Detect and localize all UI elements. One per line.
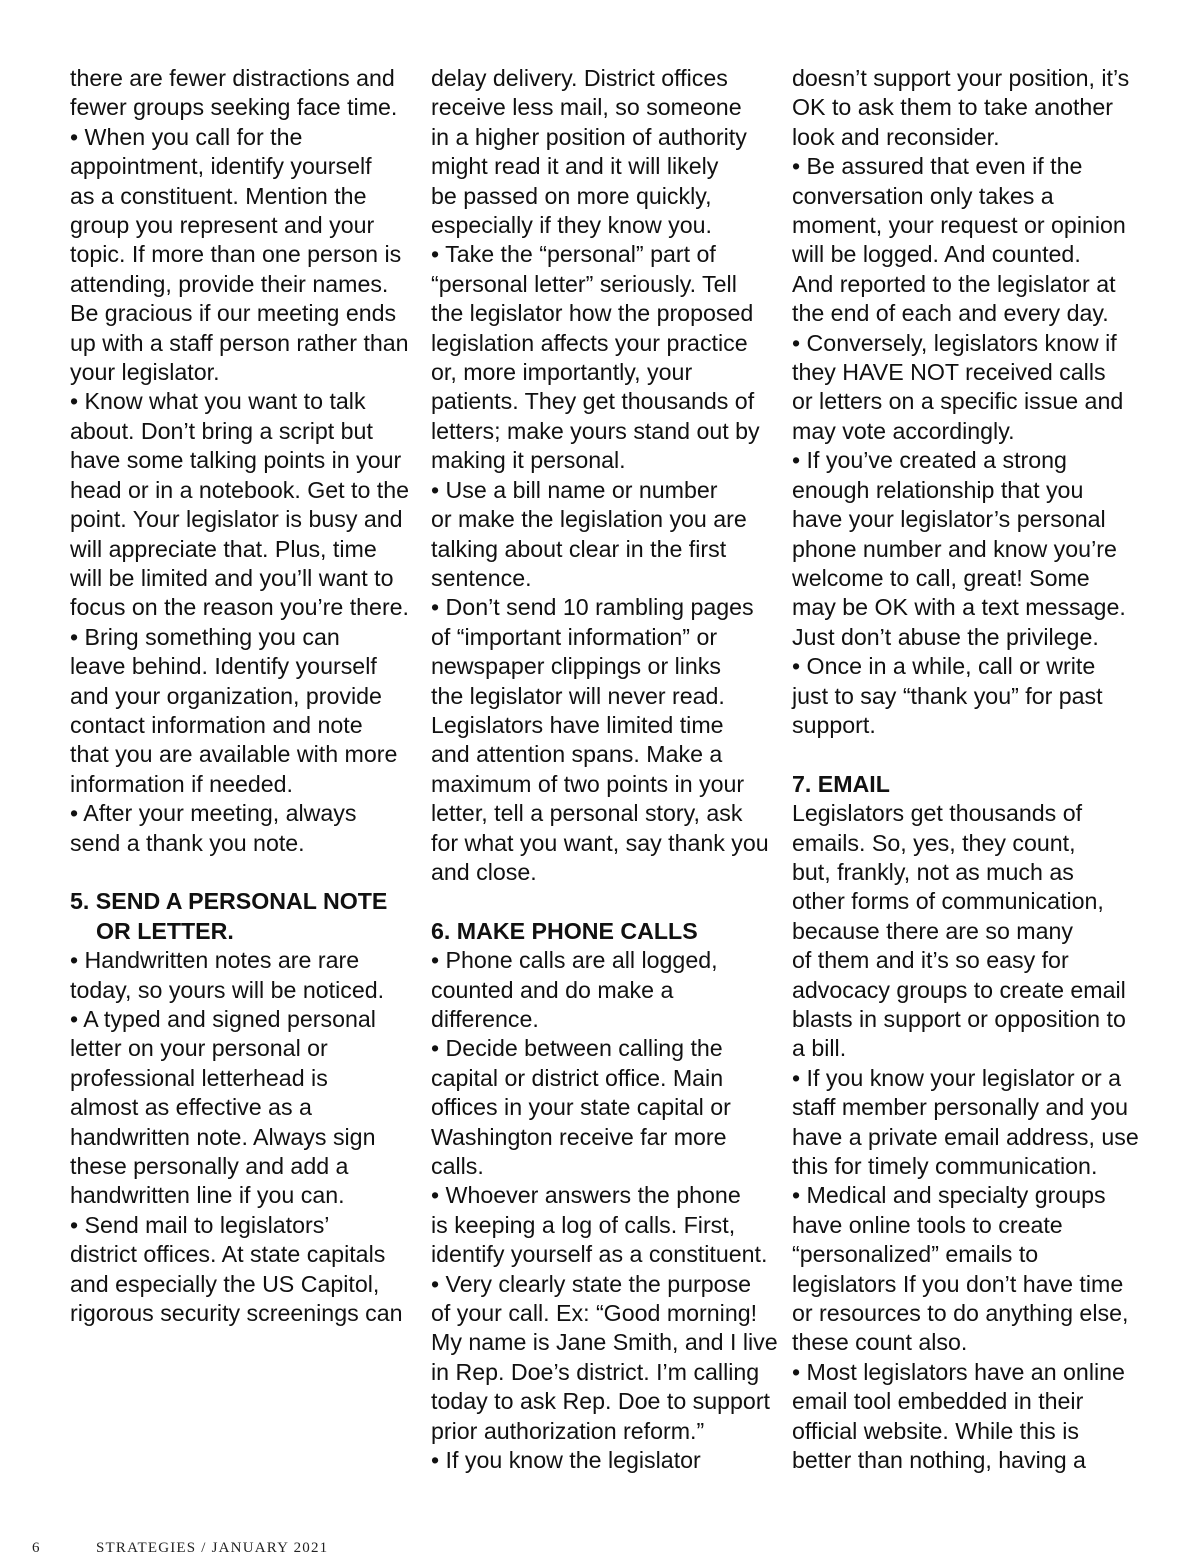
text-line: almost as effective as a <box>70 1094 312 1121</box>
text-line: focus on the reason you’re there. <box>70 594 410 621</box>
text-line: counted and do make a <box>431 976 674 1003</box>
text-line: the end of each and every day. <box>792 300 1109 327</box>
text-line: better than nothing, having a <box>792 1447 1086 1474</box>
text-line: official website. While this is <box>792 1417 1079 1444</box>
text-line: or resources to do anything else, <box>792 1300 1129 1327</box>
column-1 <box>70 64 412 1328</box>
text-line: for what you want, say thank you <box>431 829 769 856</box>
column-1-lines <box>70 64 412 858</box>
text-line: today to ask Rep. Doe to support <box>431 1388 770 1415</box>
text-line: these count also. <box>792 1329 968 1356</box>
text-line: as a constituent. Mention the <box>70 182 367 209</box>
text-line: difference. <box>431 1005 539 1032</box>
text-line: Legislators get thousands of <box>792 800 1083 827</box>
text-line: that you are available with more <box>70 741 398 768</box>
section-7-body <box>792 799 1139 1475</box>
text-line: • Once in a while, call or write <box>792 653 1096 680</box>
text-line: • A typed and signed personal <box>70 1005 376 1032</box>
text-line: group you represent and your <box>70 212 375 239</box>
text-line: head or in a notebook. Get to the <box>70 476 410 503</box>
text-line: may vote accordingly. <box>792 417 1015 444</box>
text-line: have your legislator’s personal <box>792 506 1106 533</box>
text-line: • Medical and specialty groups <box>792 1182 1106 1209</box>
section-7-heading: 7. EMAIL <box>792 770 890 797</box>
text-line: legislation affects your practice <box>431 329 748 356</box>
spacer <box>431 887 773 916</box>
spacer <box>70 858 412 887</box>
text-line: calls. <box>431 1153 484 1180</box>
text-line: district offices. At state capitals <box>70 1241 386 1268</box>
text-line: of “important information” or <box>431 623 718 650</box>
text-line: talking about clear in the first <box>431 535 727 562</box>
footer-publication-title: STRATEGIES / JANUARY 2021 <box>96 1540 329 1556</box>
text-line: handwritten line if you can. <box>70 1182 345 1209</box>
text-line: staff member personally and you <box>792 1094 1128 1121</box>
text-line: have a private email address, use <box>792 1123 1139 1150</box>
text-line: these personally and add a <box>70 1153 349 1180</box>
text-line: Legislators have limited time <box>431 711 724 738</box>
text-line: contact information and note <box>70 711 363 738</box>
column-2 <box>431 64 778 1475</box>
text-line: welcome to call, great! Some <box>792 564 1090 591</box>
text-line: phone number and know you’re <box>792 535 1117 562</box>
text-line: appointment, identify yourself <box>70 153 372 180</box>
text-line: handwritten note. Always sign <box>70 1123 376 1150</box>
text-line: or letters on a specific issue and <box>792 388 1124 415</box>
text-line: • Know what you want to talk <box>70 388 366 415</box>
text-line: the legislator will never read. <box>431 682 725 709</box>
text-line: but, frankly, not as much as <box>792 858 1074 885</box>
text-line: they HAVE NOT received calls <box>792 359 1106 386</box>
text-line: will be limited and you’ll want to <box>70 564 394 591</box>
text-line: OK to ask them to take another <box>792 94 1113 121</box>
section-6-body <box>431 946 778 1475</box>
text-line: have some talking points in your <box>70 447 402 474</box>
text-line: • Don’t send 10 rambling pages <box>431 594 754 621</box>
text-line: or make the legislation you are <box>431 506 747 533</box>
text-line: • Conversely, legislators know if <box>792 329 1117 356</box>
text-line: receive less mail, so someone <box>431 94 742 121</box>
section-5-heading: 5. SEND A PERSONAL NOTE <box>70 888 388 915</box>
text-line: identify yourself as a constituent. <box>431 1241 768 1268</box>
text-line: • Take the “personal” part of <box>431 241 716 268</box>
text-line: this for timely communication. <box>792 1153 1098 1180</box>
text-line: in a higher position of authority <box>431 123 747 150</box>
text-line: will be logged. And counted. <box>792 241 1081 268</box>
column-3 <box>792 64 1139 1475</box>
text-line: • Use a bill name or number <box>431 476 718 503</box>
text-line: emails. So, yes, they count, <box>792 829 1076 856</box>
text-line: will appreciate that. Plus, time <box>70 535 377 562</box>
text-line: Washington receive far more <box>431 1123 727 1150</box>
text-line: maximum of two points in your <box>431 770 745 797</box>
text-line: of your call. Ex: “Good morning! <box>431 1300 758 1327</box>
section-5-heading-continued: OR LETTER. <box>96 917 234 944</box>
text-line: legislators If you don’t have time <box>792 1270 1124 1297</box>
text-line: • Very clearly state the purpose <box>431 1270 752 1297</box>
text-line: • Handwritten notes are rare <box>70 947 360 974</box>
text-line: My name is Jane Smith, and I live <box>431 1329 778 1356</box>
text-line: fewer groups seeking face time. <box>70 94 398 121</box>
text-line: • If you know your legislator or a <box>792 1064 1122 1091</box>
text-line: send a thank you note. <box>70 829 305 856</box>
text-line: because there are so many <box>792 917 1073 944</box>
text-line: and your organization, provide <box>70 682 382 709</box>
text-line: the legislator how the proposed <box>431 300 754 327</box>
text-line: • Most legislators have an online <box>792 1358 1125 1385</box>
text-line: advocacy groups to create email <box>792 976 1126 1003</box>
text-line: And reported to the legislator at <box>792 270 1116 297</box>
text-line: up with a staff person rather than <box>70 329 409 356</box>
text-line: rigorous security screenings can <box>70 1300 403 1327</box>
text-line: • Be assured that even if the <box>792 153 1083 180</box>
text-line: is keeping a log of calls. First, <box>431 1211 736 1238</box>
text-line: today, so yours will be noticed. <box>70 976 385 1003</box>
text-line: Be gracious if our meeting ends <box>70 300 397 327</box>
text-line: or, more importantly, your <box>431 359 693 386</box>
text-line: “personalized” emails to <box>792 1241 1039 1268</box>
text-line: newspaper clippings or links <box>431 653 721 680</box>
text-line: sentence. <box>431 564 532 591</box>
text-line: have online tools to create <box>792 1211 1063 1238</box>
text-line: might read it and it will likely <box>431 153 719 180</box>
text-line: patients. They get thousands of <box>431 388 755 415</box>
text-line: • Bring something you can <box>70 623 340 650</box>
section-5-body <box>70 946 412 1328</box>
text-line: be passed on more quickly, <box>431 182 712 209</box>
text-line: other forms of communication, <box>792 888 1104 915</box>
text-line: and attention spans. Make a <box>431 741 723 768</box>
text-line: email tool embedded in their <box>792 1388 1084 1415</box>
spacer <box>792 740 1134 769</box>
text-line: and especially the US Capitol, <box>70 1270 380 1297</box>
text-line: • Whoever answers the phone <box>431 1182 741 1209</box>
column-3-lines <box>792 64 1134 740</box>
text-line: “personal letter” seriously. Tell <box>431 270 737 297</box>
text-line: • Phone calls are all logged, <box>431 947 718 974</box>
text-line: • When you call for the <box>70 123 303 150</box>
text-line: • Send mail to legislators’ <box>70 1211 330 1238</box>
column-2-lines <box>431 64 773 887</box>
text-line: your legislator. <box>70 359 220 386</box>
text-line: offices in your state capital or <box>431 1094 731 1121</box>
section-6-heading: 6. MAKE PHONE CALLS <box>431 917 698 944</box>
text-line: in Rep. Doe’s district. I’m calling <box>431 1358 760 1385</box>
text-line: moment, your request or opinion <box>792 212 1126 239</box>
text-line: especially if they know you. <box>431 212 712 239</box>
text-line: information if needed. <box>70 770 293 797</box>
text-line: enough relationship that you <box>792 476 1084 503</box>
text-line: • Decide between calling the <box>431 1035 723 1062</box>
text-line: topic. If more than one person is <box>70 241 402 268</box>
text-line: letter, tell a personal story, ask <box>431 800 743 827</box>
text-line: about. Don’t bring a script but <box>70 417 373 444</box>
text-line: of them and it’s so easy for <box>792 947 1069 974</box>
text-line: blasts in support or opposition to <box>792 1005 1126 1032</box>
text-line: and close. <box>431 858 537 885</box>
text-line: letter on your personal or <box>70 1035 328 1062</box>
text-line: a bill. <box>792 1035 847 1062</box>
text-line: • After your meeting, always <box>70 800 357 827</box>
text-line: attending, provide their names. <box>70 270 389 297</box>
text-line: look and reconsider. <box>792 123 1000 150</box>
text-line: Just don’t abuse the privilege. <box>792 623 1099 650</box>
text-line: doesn’t support your position, it’s <box>792 65 1130 91</box>
text-line: point. Your legislator is busy and <box>70 506 403 533</box>
text-line: • If you’ve created a strong <box>792 447 1067 474</box>
text-line: leave behind. Identify yourself <box>70 653 377 680</box>
page-number: 6 <box>32 1540 41 1556</box>
text-line: capital or district office. Main <box>431 1064 724 1091</box>
text-line: prior authorization reform.” <box>431 1417 705 1444</box>
text-line: making it personal. <box>431 447 626 474</box>
text-line: just to say “thank you” for past <box>792 682 1103 709</box>
text-line: support. <box>792 711 876 738</box>
text-line: there are fewer distractions and <box>70 65 395 91</box>
text-line: letters; make yours stand out by <box>431 417 760 444</box>
text-line: may be OK with a text message. <box>792 594 1126 621</box>
text-line: conversation only takes a <box>792 182 1054 209</box>
text-line: • If you know the legislator <box>431 1447 701 1474</box>
text-line: professional letterhead is <box>70 1064 328 1091</box>
text-line: delay delivery. District offices <box>431 65 728 91</box>
